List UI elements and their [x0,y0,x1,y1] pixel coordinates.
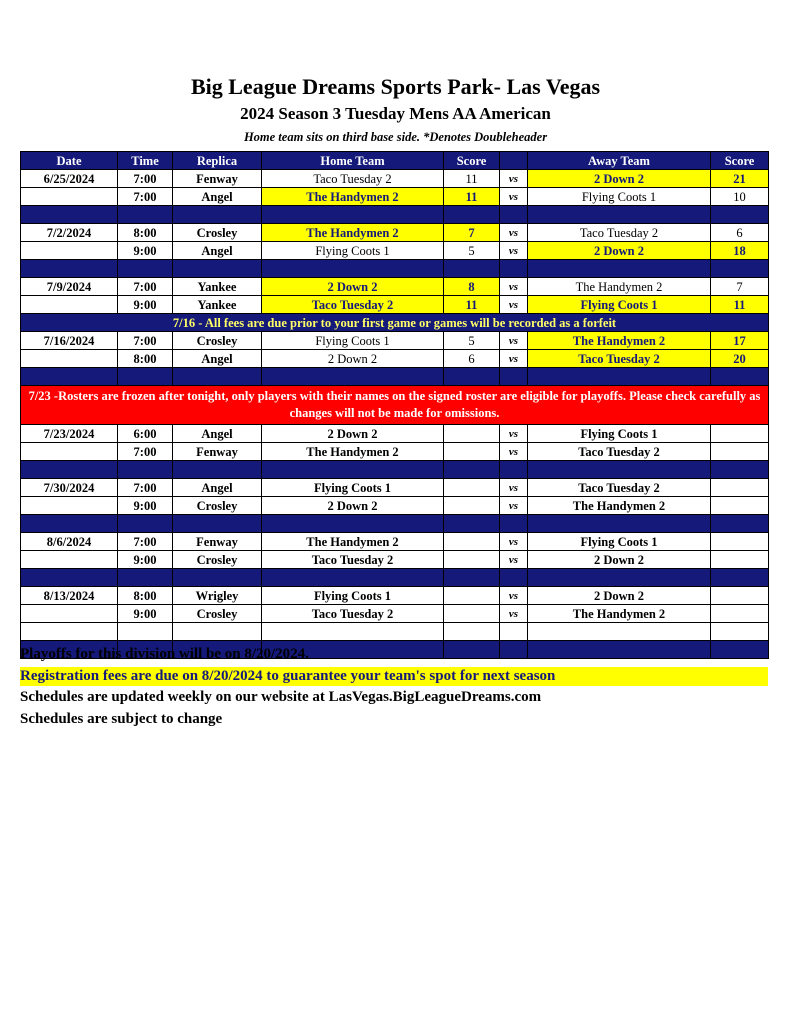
blank-cell [444,623,500,641]
home-score: 11 [444,188,500,206]
blank-cell [500,623,528,641]
home-score [444,551,500,569]
game-date [21,350,118,368]
separator-cell [500,368,528,386]
col-header-away-score: Score [711,152,769,170]
separator-cell [500,515,528,533]
away-team: Taco Tuesday 2 [528,224,711,242]
game-date [21,188,118,206]
separator-cell [444,368,500,386]
away-team: Taco Tuesday 2 [528,350,711,368]
vs-label: vs [500,296,528,314]
col-header-home-score: Score [444,152,500,170]
playoffs-note: Playoffs for this division will be on 8/20/2024. [20,646,309,662]
separator-cell [500,461,528,479]
separator-row [21,206,769,224]
game-field: Yankee [173,296,262,314]
separator-cell [500,206,528,224]
blank-cell [173,623,262,641]
blank-cell [21,623,118,641]
vs-label: vs [500,443,528,461]
game-time: 8:00 [118,587,173,605]
game-field: Crosley [173,332,262,350]
separator-cell [173,260,262,278]
col-header-time: Time [118,152,173,170]
game-field: Fenway [173,533,262,551]
separator-cell [21,569,118,587]
game-row [21,242,769,260]
home-team: Flying Coots 1 [262,587,444,605]
home-score: 6 [444,350,500,368]
home-team: 2 Down 2 [262,425,444,443]
separator-cell [118,206,173,224]
separator-cell [711,260,769,278]
separator-cell [711,461,769,479]
away-score [711,587,769,605]
away-team: The Handymen 2 [528,497,711,515]
separator-cell [118,569,173,587]
separator-cell [173,368,262,386]
separator-cell [528,515,711,533]
separator-cell [500,569,528,587]
separator-cell [262,515,444,533]
separator-cell [118,368,173,386]
schedule-body [21,170,769,659]
separator-cell [21,461,118,479]
game-row [21,479,769,497]
game-field: Yankee [173,278,262,296]
away-team: Taco Tuesday 2 [528,443,711,461]
game-field: Crosley [173,224,262,242]
game-field: Crosley [173,551,262,569]
away-score: 21 [711,170,769,188]
roster-alert-text: 7/23 -Rosters are frozen after tonight, only players with their names on the signed roster are eligible for playoffs. Please check carefully as changes will not be made for omissions. [21,386,769,425]
game-row [21,443,769,461]
separator-cell [444,461,500,479]
home-team: The Handymen 2 [262,443,444,461]
separator-cell [173,569,262,587]
blank-cell [528,623,711,641]
away-score [711,497,769,515]
game-row [21,278,769,296]
game-time: 9:00 [118,605,173,623]
home-team: 2 Down 2 [262,350,444,368]
fee-notice-row [21,314,769,332]
game-time: 7:00 [118,188,173,206]
home-score: 8 [444,278,500,296]
blank-cell [118,623,173,641]
game-date: 7/2/2024 [21,224,118,242]
game-row [21,188,769,206]
schedule-table [20,151,769,659]
vs-label: vs [500,278,528,296]
away-team: The Handymen 2 [528,605,711,623]
game-date [21,551,118,569]
away-score: 6 [711,224,769,242]
separator-cell [262,260,444,278]
game-time: 9:00 [118,296,173,314]
home-team: The Handymen 2 [262,224,444,242]
away-team: The Handymen 2 [528,278,711,296]
home-team: The Handymen 2 [262,188,444,206]
game-row [21,533,769,551]
game-date [21,605,118,623]
game-time: 7:00 [118,533,173,551]
home-team: Taco Tuesday 2 [262,296,444,314]
separator-cell [444,641,500,659]
game-field: Angel [173,425,262,443]
game-field: Crosley [173,497,262,515]
col-header-home-team: Home Team [262,152,444,170]
vs-label: vs [500,224,528,242]
away-team: Flying Coots 1 [528,533,711,551]
game-date: 6/25/2024 [21,170,118,188]
away-team: Flying Coots 1 [528,425,711,443]
vs-label: vs [500,350,528,368]
game-field: Fenway [173,170,262,188]
col-header-date: Date [21,152,118,170]
separator-cell [711,569,769,587]
home-score: 11 [444,170,500,188]
vs-label: vs [500,551,528,569]
blank-cell [262,623,444,641]
away-team: 2 Down 2 [528,170,711,188]
away-score: 18 [711,242,769,260]
home-team: Taco Tuesday 2 [262,170,444,188]
game-time: 9:00 [118,497,173,515]
col-header-replica: Replica [173,152,262,170]
game-field: Crosley [173,605,262,623]
away-team: 2 Down 2 [528,587,711,605]
game-date [21,242,118,260]
page-subtitle: 2024 Season 3 Tuesday Mens AA American [240,104,551,123]
away-team: 2 Down 2 [528,242,711,260]
separator-cell [711,641,769,659]
separator-cell [528,641,711,659]
vs-label: vs [500,425,528,443]
separator-cell [21,260,118,278]
separator-cell [173,515,262,533]
game-field: Angel [173,242,262,260]
game-time: 8:00 [118,350,173,368]
separator-row [21,515,769,533]
game-row [21,170,769,188]
vs-label: vs [500,332,528,350]
game-field: Angel [173,188,262,206]
game-date: 7/9/2024 [21,278,118,296]
game-time: 7:00 [118,479,173,497]
separator-cell [262,569,444,587]
separator-cell [444,569,500,587]
separator-cell [173,206,262,224]
vs-label: vs [500,188,528,206]
fee-notice-text: 7/16 - All fees are due prior to your first game or games will be recorded as a forfeit [21,314,769,332]
away-score [711,479,769,497]
game-row [21,425,769,443]
separator-row [21,461,769,479]
game-time: 8:00 [118,224,173,242]
separator-cell [21,515,118,533]
away-score [711,533,769,551]
separator-row [21,260,769,278]
website-note: Schedules are updated weekly on our website at LasVegas.BigLeagueDreams.com [20,689,542,705]
away-score [711,551,769,569]
separator-cell [500,641,528,659]
home-team: Taco Tuesday 2 [262,605,444,623]
separator-cell [118,461,173,479]
game-time: 9:00 [118,551,173,569]
game-date: 7/30/2024 [21,479,118,497]
separator-cell [21,368,118,386]
game-field: Wrigley [173,587,262,605]
away-score: 17 [711,332,769,350]
separator-cell [528,368,711,386]
separator-cell [528,569,711,587]
game-time: 7:00 [118,332,173,350]
separator-cell [711,515,769,533]
game-field: Angel [173,479,262,497]
vs-label: vs [500,479,528,497]
game-date: 8/13/2024 [21,587,118,605]
separator-cell [444,206,500,224]
home-team: The Handymen 2 [262,533,444,551]
game-date [21,443,118,461]
home-score: 5 [444,242,500,260]
header-note: Home team sits on third base side. *Denotes Doubleheader [243,130,548,144]
home-score: 11 [444,296,500,314]
game-time: 7:00 [118,170,173,188]
separator-cell [118,260,173,278]
vs-label: vs [500,533,528,551]
roster-alert-row [21,386,769,425]
home-score [444,533,500,551]
game-row [21,296,769,314]
vs-label: vs [500,497,528,515]
vs-label: vs [500,242,528,260]
away-score: 7 [711,278,769,296]
separator-cell [711,206,769,224]
separator-cell [118,515,173,533]
away-score [711,443,769,461]
home-team: Flying Coots 1 [262,242,444,260]
home-score [444,587,500,605]
home-score [444,479,500,497]
separator-cell [500,260,528,278]
home-score [444,497,500,515]
away-team: 2 Down 2 [528,551,711,569]
game-date [21,296,118,314]
away-team: Flying Coots 1 [528,296,711,314]
game-field: Angel [173,350,262,368]
col-header-vs [500,152,528,170]
game-date: 7/23/2024 [21,425,118,443]
game-row [21,224,769,242]
game-date: 7/16/2024 [21,332,118,350]
separator-cell [21,206,118,224]
game-time: 7:00 [118,278,173,296]
game-row [21,551,769,569]
table-header-row [21,152,769,170]
away-score: 20 [711,350,769,368]
separator-cell [711,368,769,386]
game-date [21,497,118,515]
away-score [711,425,769,443]
separator-cell [528,206,711,224]
blank-row [21,623,769,641]
game-row [21,332,769,350]
col-header-away-team: Away Team [528,152,711,170]
home-team: 2 Down 2 [262,278,444,296]
game-date: 8/6/2024 [21,533,118,551]
separator-cell [262,461,444,479]
vs-label: vs [500,170,528,188]
home-score [444,425,500,443]
away-team: The Handymen 2 [528,332,711,350]
separator-cell [173,461,262,479]
home-score: 5 [444,332,500,350]
game-row [21,605,769,623]
blank-cell [711,623,769,641]
home-team: Taco Tuesday 2 [262,551,444,569]
separator-cell [444,515,500,533]
home-score: 7 [444,224,500,242]
home-score [444,443,500,461]
home-team: 2 Down 2 [262,497,444,515]
separator-cell [262,368,444,386]
home-team: Flying Coots 1 [262,479,444,497]
separator-cell [528,260,711,278]
home-score [444,605,500,623]
game-time: 6:00 [118,425,173,443]
game-field: Fenway [173,443,262,461]
game-time: 7:00 [118,443,173,461]
vs-label: vs [500,587,528,605]
game-row [21,350,769,368]
home-team: Flying Coots 1 [262,332,444,350]
away-team: Taco Tuesday 2 [528,479,711,497]
away-team: Flying Coots 1 [528,188,711,206]
separator-cell [262,206,444,224]
registration-note: Registration fees are due on 8/20/2024 to guarantee your team's spot for next season [20,667,768,686]
change-note: Schedules are subject to change [20,711,223,727]
game-row [21,587,769,605]
separator-cell [444,260,500,278]
vs-label: vs [500,605,528,623]
away-score: 10 [711,188,769,206]
separator-cell [528,461,711,479]
away-score: 11 [711,296,769,314]
away-score [711,605,769,623]
page-title: Big League Dreams Sports Park- Las Vegas [190,74,601,99]
game-time: 9:00 [118,242,173,260]
separator-row [21,569,769,587]
game-row [21,497,769,515]
separator-row [21,368,769,386]
